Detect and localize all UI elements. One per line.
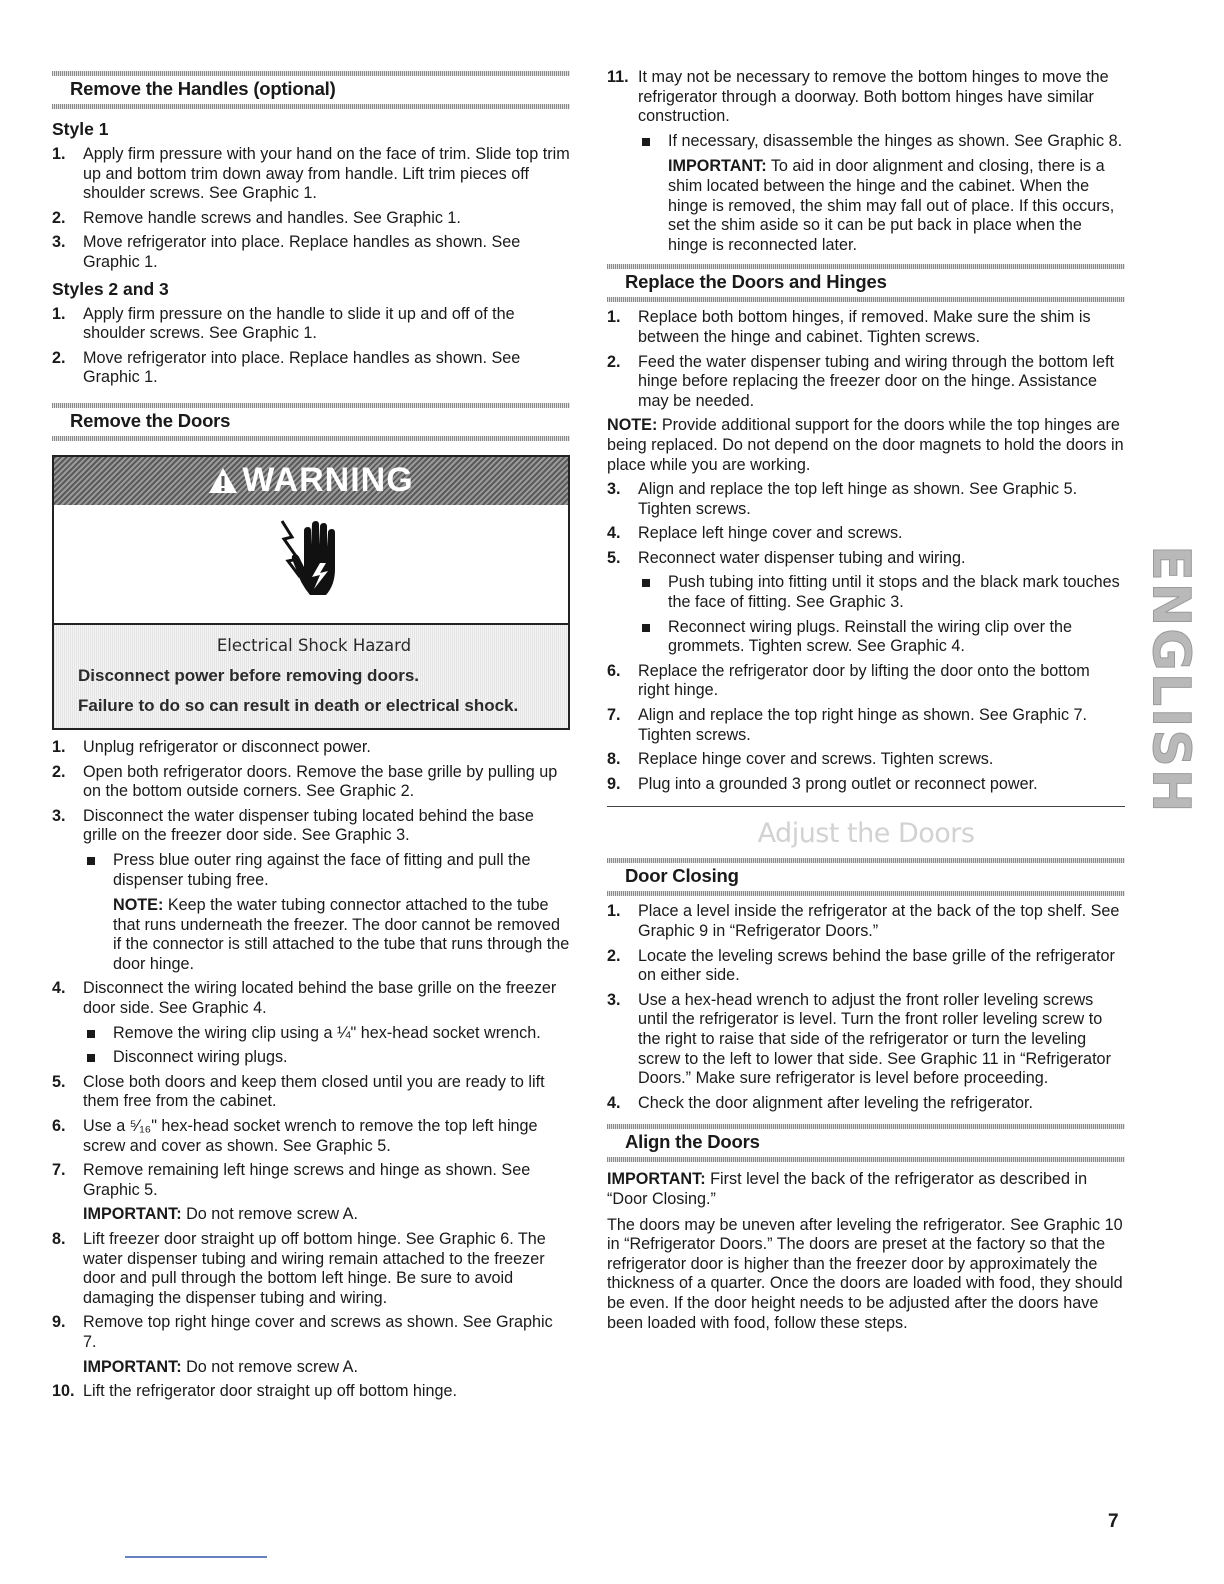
bullet-item: Remove the wiring clip using a ¼" hex-head socket wrench. xyxy=(83,1024,570,1044)
remove-doors-steps-continued xyxy=(607,68,1125,255)
bullet-item: Press blue outer ring against the face of fitting and pull the dispenser tubing free. xyxy=(83,851,570,890)
electrical-shock-hand-icon xyxy=(276,519,346,609)
door-closing-steps xyxy=(607,902,1125,1113)
list-item: 4. Disconnect the wiring located behind the base grille on the freezer door side. See Graphic 4. Remove the wiring clip using a ¼" hex-head socket wrench. Disconnect wiring plugs. xyxy=(52,979,570,1067)
list-item: 7. Align and replace the top right hinge as shown. See Graphic 7. Tighten screws. xyxy=(607,706,1088,744)
list-item: 6. Replace the refrigerator door by lifting the door onto the bottom right hinge. xyxy=(607,661,1090,700)
warning-triangle-icon xyxy=(208,467,238,494)
language-side-tab: ENGLISH xyxy=(1140,545,1201,815)
list-item: 4. Check the door alignment after leveling the refrigerator. xyxy=(607,1093,1034,1112)
list-item: 1. Unplug refrigerator or disconnect power. xyxy=(52,737,371,756)
list-item: 11. It may not be necessary to remove the bottom hinges to move the refrigerator through a doorway. Both bottom hinges have similar construction. If necessary, disassemble the hinges as shown. See Graphic 8. IMPORTANT: To aid in door alignment and closing, there is a shim located between the hinge and the cabinet. When the hinge is removed, the shim may fall out of place. If this occurs, set the shim aside so it can be put back in place when the hinge is reconnected later. xyxy=(607,68,1125,255)
style1-heading: Style 1 xyxy=(52,119,109,139)
list-item: 6. Use a ⁵⁄₁₆" hex-head socket wrench to remove the top left hinge screw and cover as shown. See Graphic 5. xyxy=(52,1117,538,1155)
list-item: 10. Lift the refrigerator door straight up off bottom hinge. xyxy=(52,1382,458,1401)
left-column xyxy=(52,68,570,1402)
note: NOTE: Provide additional support for the doors while the top hinges are being replaced. Do not depend on the door magnets to hold the doors in place while you are working. xyxy=(607,416,1124,474)
bullet-item: If necessary, disassemble the hinges as shown. See Graphic 8. xyxy=(638,132,1125,152)
list-item: 3. Move refrigerator into place. Replace handles as shown. See Graphic 1. xyxy=(52,233,521,271)
remove-handles-heading: Remove the Handles (optional) xyxy=(52,68,570,109)
list-item: 8. Replace hinge cover and screws. Tighten screws. xyxy=(607,750,994,769)
list-item: 2. Remove handle screws and handles. See Graphic 1. xyxy=(52,208,461,227)
hazard-title: Electrical Shock Hazard xyxy=(216,635,412,655)
list-item: 3. Disconnect the water dispenser tubing located behind the base grille on the freezer door side. See Graphic 3. Press blue outer ring against the face of fitting and pull the dispenser tubing free. NOTE: Keep the water tubing connector attached to the tube that runs underneath the freezer. The door cannot be removed if the connector is still attached to the tube that runs through the door hinge. xyxy=(52,806,570,973)
list-item: 5. Close both doors and keep them closed until you are ready to lift them free from the cabinet. xyxy=(52,1072,545,1111)
list-item: 1. Apply firm pressure on the handle to slide it up and off of the shoulder screws. See Graphic 1. xyxy=(52,304,515,343)
page-number: 7 xyxy=(1108,1511,1119,1532)
important-note: IMPORTANT: Do not remove screw A. xyxy=(83,1357,358,1376)
align-doors-heading: Align the Doors xyxy=(607,1121,1125,1162)
list-item: 9. Plug into a grounded 3 prong outlet or reconnect power. xyxy=(607,774,1038,793)
list-item: 2. Locate the leveling screws behind the base grille of the refrigerator on either side. xyxy=(607,946,1115,985)
warning-banner xyxy=(54,457,568,505)
important-note: IMPORTANT: To aid in door alignment and closing, there is a shim located between the hinge and the cabinet. When the hinge is removed, the shim may fall out of place. If this occurs, set the shim aside so it can be put back in place when the hinge is reconnected later. xyxy=(668,157,1115,254)
replace-doors-heading: Replace the Doors and Hinges xyxy=(607,261,1125,302)
list-item: 2. Open both refrigerator doors. Remove the base grille by pulling up on the bottom outside corners. See Graphic 2. xyxy=(52,762,558,801)
warning-label: WARNING xyxy=(242,461,414,500)
bullet-item: Reconnect wiring plugs. Reinstall the wiring clip over the grommets. Tighten screw. See Graphic 4. xyxy=(638,618,1125,657)
warning-line-1: Disconnect power before removing doors. xyxy=(78,665,420,685)
list-item: 1. Apply firm pressure with your hand on the face of trim. Slide top trim up and bottom trim down away from handle. Lift trim pieces off shoulder screws. See Graphic 1. xyxy=(52,145,570,203)
list-item: 7. Remove remaining left hinge screws and hinge as shown. See Graphic 5. IMPORTANT: Do not remove screw A. xyxy=(52,1161,570,1225)
right-column xyxy=(607,68,1125,1333)
list-item: 2. Feed the water dispenser tubing and wiring through the bottom left hinge before replacing the freezer door on the hinge. Assistance may be needed. xyxy=(607,352,1115,410)
remove-doors-heading: Remove the Doors xyxy=(52,400,570,441)
list-item: 5. Reconnect water dispenser tubing and wiring. Push tubing into fitting until it stops and the black mark touches the face of fitting. See Graphic 3. Reconnect wiring plugs. Reinstall the wiring clip over the grommets. Tighten screw. See Graphic 4. xyxy=(607,549,1125,657)
list-item: 8. Lift freezer door straight up off bottom hinge. See Graphic 6. The water dispenser tubing and wiring remain attached to the freezer door and pull through the bottom left hinge. Be sure to avoid damaging the dispenser tubing and wiring. xyxy=(52,1230,546,1307)
replace-steps-a xyxy=(607,308,1125,411)
adjust-doors-title: Adjust the Doors xyxy=(757,818,975,850)
warning-box xyxy=(52,455,570,730)
bullet-item: Push tubing into fitting until it stops and the black mark touches the face of fitting. See Graphic 3. xyxy=(638,573,1125,612)
styles-2-3-steps xyxy=(52,305,570,388)
remove-doors-steps xyxy=(52,738,570,1402)
list-item: 3. Align and replace the top left hinge as shown. See Graphic 5. Tighten screws. xyxy=(607,480,1078,518)
important-note: IMPORTANT: Do not remove screw A. xyxy=(83,1205,358,1224)
bullet-item: Disconnect wiring plugs. xyxy=(83,1048,570,1068)
style1-steps xyxy=(52,145,570,273)
styles-2-3-heading: Styles 2 and 3 xyxy=(52,278,169,299)
warning-line-2: Failure to do so can result in death or electrical shock. xyxy=(78,695,519,715)
important-note: IMPORTANT: First level the back of the refrigerator as described in “Door Closing.” xyxy=(607,1170,1088,1208)
section-divider xyxy=(607,806,1125,807)
align-paragraph: The doors may be uneven after leveling the refrigerator. See Graphic 10 in “Refrigerator Doors.” The doors are preset at the factory so that the refrigerator door is higher than the freezer door by approximately the thickness of a quarter. Once the doors are loaded with food, they should be even. If the door height needs to be adjusted after the doors have been loaded with food, follow these steps. xyxy=(607,1215,1123,1332)
list-item: 1. Replace both bottom hinges, if removed. Make sure the shim is between the hinge and cabinet. Tighten screws. xyxy=(607,308,1091,346)
note: NOTE: Keep the water tubing connector attached to the tube that runs underneath the freezer. The door cannot be removed if the connector is still attached to the tube that runs through the door hinge. xyxy=(113,896,570,973)
list-item: 1. Place a level inside the refrigerator at the back of the top shelf. See Graphic 9 in “Refrigerator Doors.” xyxy=(607,902,1120,940)
list-item: 9. Remove top right hinge cover and screws as shown. See Graphic 7. IMPORTANT: Do not remove screw A. xyxy=(52,1313,570,1377)
list-item: 3. Use a hex-head wrench to adjust the front roller leveling screws until the refrigerator is level. Turn the front roller leveling screw to the right to raise that side of the refrigerator or turn the leveling screw to the left to lower that side. See Graphic 11 in “Refrigerator Doors.” Make sure refrigerator is level before proceeding. xyxy=(607,990,1111,1088)
list-item: 2. Move refrigerator into place. Replace handles as shown. See Graphic 1. xyxy=(52,348,521,387)
replace-steps-b xyxy=(607,480,1125,794)
footer-line xyxy=(125,1556,267,1558)
door-closing-heading: Door Closing xyxy=(607,855,1125,896)
list-item: 4. Replace left hinge cover and screws. xyxy=(607,524,903,543)
